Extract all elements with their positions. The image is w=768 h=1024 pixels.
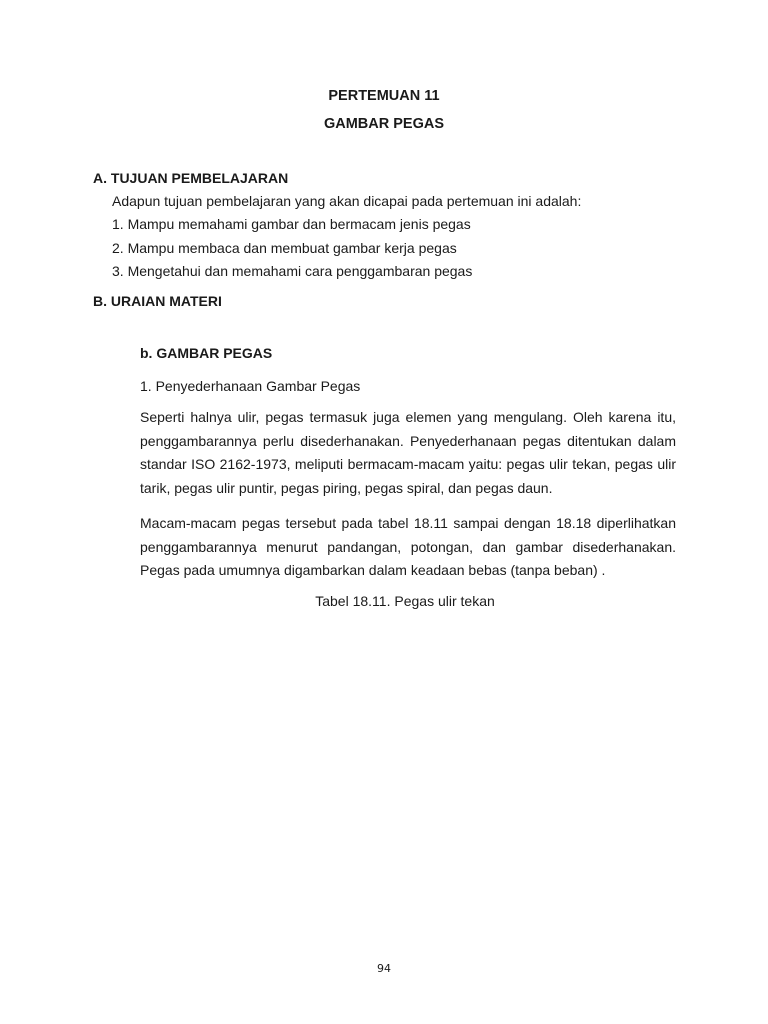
list-item: 1. Mampu memahami gambar dan bermacam jenis pegas	[112, 216, 471, 232]
objectives-intro: Adapun tujuan pembelajaran yang akan dicapai pada pertemuan ini adalah:	[112, 193, 582, 209]
paragraph: Seperti halnya ulir, pegas termasuk juga elemen yang mengulang. Oleh karena itu, penggambarannya perlu disederhanakan. Penyederhanaan pegas ditentukan dalam standar ISO 2162-1973, meliputi bermacam-macam yaitu: pegas ulir tekan, pegas ulir tarik, pegas ulir puntir, pegas piring, pegas spiral, dan pegas daun.	[140, 409, 676, 496]
paragraph: Macam-macam pegas tersebut pada tabel 18.11 sampai dengan 18.18 diperlihatkan penggambarannya menurut pandangan, potongan, dan gambar disederhanakan. Pegas pada umumnya digambarkan dalam keadaan bebas (tanpa beban) .	[140, 515, 676, 578]
page-number: 94	[377, 962, 391, 975]
subsection-title: 1. Penyederhanaan Gambar Pegas	[140, 378, 361, 394]
section-b-heading: B. URAIAN MATERI	[93, 293, 222, 309]
page-subtitle: GAMBAR PEGAS	[323, 116, 445, 132]
section-a-heading: A. TUJUAN PEMBELAJARAN	[93, 170, 289, 186]
page-title: PERTEMUAN 11	[328, 88, 440, 104]
list-item: 3. Mengetahui dan memahami cara penggambaran pegas	[112, 263, 473, 279]
subsection-heading: b. GAMBAR PEGAS	[140, 345, 273, 361]
table-caption: Tabel 18.11. Pegas ulir tekan	[315, 593, 495, 609]
list-item: 2. Mampu membaca dan membuat gambar kerja pegas	[112, 240, 457, 256]
